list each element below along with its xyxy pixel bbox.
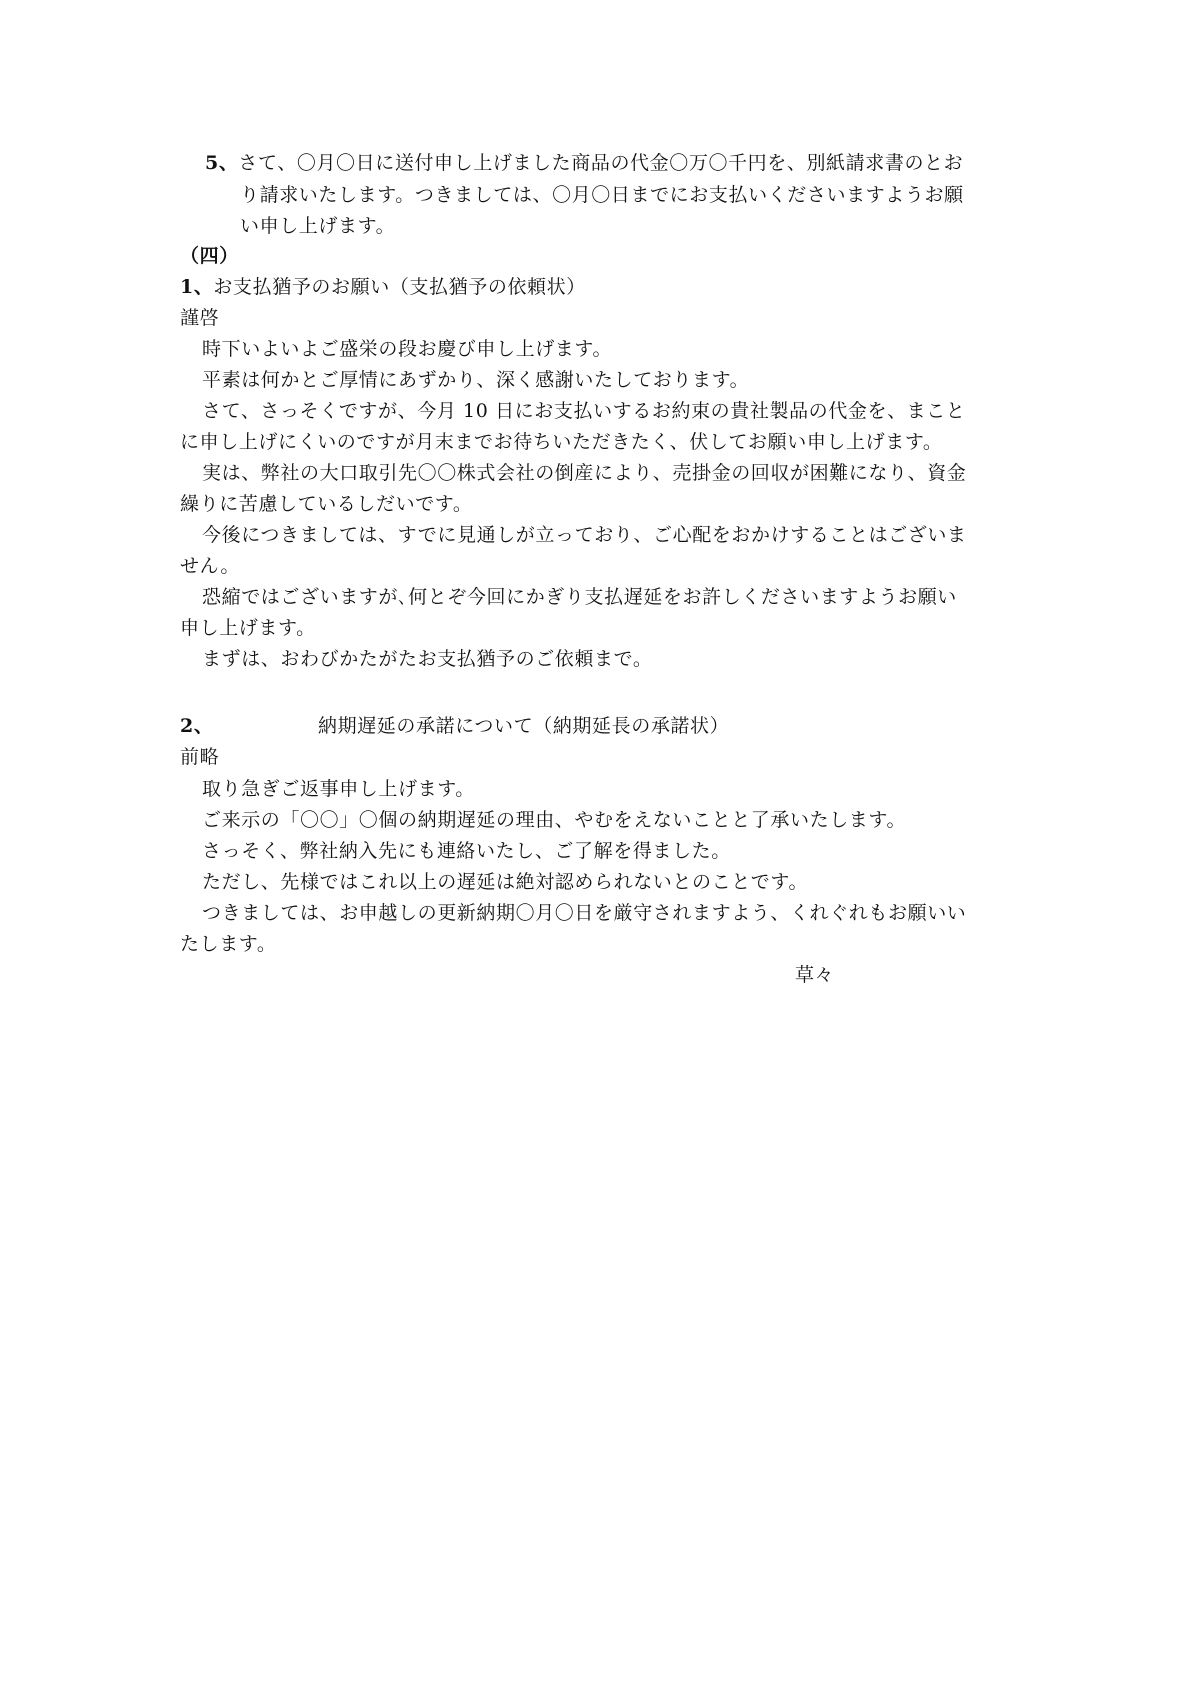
section-5-line-1 <box>205 150 963 176</box>
letter-1-line: 実は、弊社の大口取引先〇〇株式会社の倒産により、売掛金の回収が困難になり、資金 <box>202 462 967 484</box>
letter-1-line: に申し上げにくいのですが月末までお待ちいただきたく、伏してお願い申し上げます。 <box>180 431 943 453</box>
section-5-text-1: さて、〇月〇日に送付申し上げました商品の代金〇万〇千円を、別紙請求書のとお <box>238 152 964 174</box>
letter-2-line: ご来示の「〇〇」〇個の納期遅延の理由、やむをえないことと了承いたします。 <box>202 809 907 831</box>
section-5-number: 5、 <box>205 152 239 174</box>
letter-2-line: さっそく、弊社納入先にも連絡いたし、ご了解を得ました。 <box>202 840 731 862</box>
letter-1-opening: 謹啓 <box>180 307 220 329</box>
letter-1-line: 申し上げます。 <box>180 617 316 639</box>
letter-2-closing: 草々 <box>795 964 835 986</box>
letter-1-line: さて、さっそくですが、今月 10 日にお支払いするお約束の貴社製品の代金を、まこと <box>202 400 966 422</box>
letter-1-number: 1、 <box>180 276 214 298</box>
letter-1-line: 恐縮ではございますが､何とぞ今回にかぎり支払遅延をお許しくださいますようお願い <box>202 586 957 608</box>
letter-2-line: 取り急ぎご返事申し上げます。 <box>202 778 475 800</box>
letter-2-title: 納期遅延の承諾について（納期延長の承諾状） <box>318 715 730 737</box>
letter-1-line: 平素は何かとご厚情にあずかり、深く感謝いたしております。 <box>202 369 750 391</box>
letter-2-line: たします。 <box>180 933 277 955</box>
section-heading: （四） <box>180 245 239 267</box>
letter-1-line: 繰りに苦慮しているしだいです。 <box>180 493 473 515</box>
letter-2-opening: 前略 <box>180 746 220 768</box>
letter-2-line: つきましては、お申越しの更新納期〇月〇日を厳守されますよう、くれぐれもお願いい <box>202 902 967 924</box>
letter-1-line: 時下いよいよご盛栄の段お慶び申し上げます。 <box>202 338 613 360</box>
letter-2-number: 2、 <box>180 715 214 737</box>
letter-1-title: お支払猶予のお願い（支払猶予の依頼状） <box>213 276 586 298</box>
letter-1-title-line <box>180 274 586 300</box>
letter-1-line: せん。 <box>180 555 240 577</box>
section-5-line-3: い申し上げます。 <box>240 215 396 237</box>
letter-1-line: 今後につきましては、すでに見通しが立っており、ご心配をおかけすることはございま <box>202 524 967 546</box>
letter-2-line: ただし、先様ではこれ以上の遅延は絶対認められないとのことです。 <box>202 871 809 893</box>
section-5-line-2: り請求いたします。つきましては、〇月〇日までにお支払いくださいますようお願 <box>240 184 964 206</box>
letter-1-line: まずは、おわびかたがたお支払猶予のご依頼まで。 <box>202 648 653 670</box>
